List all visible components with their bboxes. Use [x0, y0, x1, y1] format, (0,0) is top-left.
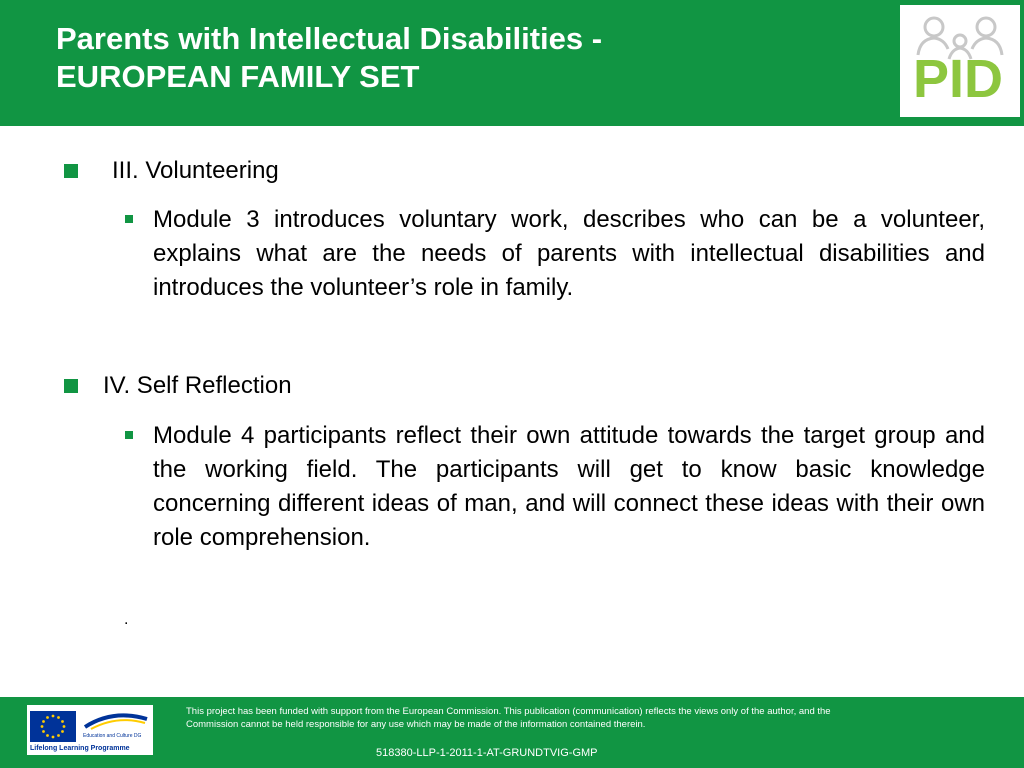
eu-dg-caption: Education and Culture DG	[83, 733, 142, 739]
pid-logo	[900, 5, 1020, 117]
eu-programme-caption: Lifelong Learning Programme	[30, 745, 130, 752]
section-heading: III. Volunteering	[112, 157, 279, 184]
eu-logo	[27, 705, 153, 755]
project-code: 518380-LLP-1-2011-1-AT-GRUNDTVIG-GMP	[376, 747, 598, 759]
eu-flag-icon	[30, 711, 76, 742]
slide-content	[0, 126, 1024, 696]
section-body: Module 3 introduces voluntary work, describes who can be a volunteer, explains what are the needs of parents with intellectual disabilities and introduces the volunteer’s role in family.	[153, 206, 985, 301]
logo-text: PID	[913, 49, 1004, 109]
bullet-square-icon	[64, 379, 78, 393]
footer-bar	[0, 697, 1024, 768]
section-body: Module 4 participants reflect their own attitude towards the target group and the working field. The participants will get to know basic knowledge concerning different ideas of man, and will connect these ideas with their own role comprehension.	[153, 422, 985, 551]
bullet-square-icon	[64, 164, 78, 178]
title-line-1: Parents with Intellectual Disabilities -	[56, 21, 603, 56]
sub-bullet-square-icon	[125, 215, 133, 223]
sub-bullet-square-icon	[125, 431, 133, 439]
trailing-dot: .	[124, 611, 129, 628]
section-heading: IV. Self Reflection	[103, 372, 292, 399]
footer-disclaimer: This project has been funded with support from the European Commission. This publication (communication) reflects the views only of the author, and the Commission cannot be held responsible for any use which may be made of the information contained therein.	[186, 706, 831, 730]
header-bar	[0, 0, 1024, 126]
swoosh-icon	[83, 711, 149, 731]
title-line-2: EUROPEAN FAMILY SET	[56, 59, 420, 94]
slide-title	[56, 20, 602, 96]
